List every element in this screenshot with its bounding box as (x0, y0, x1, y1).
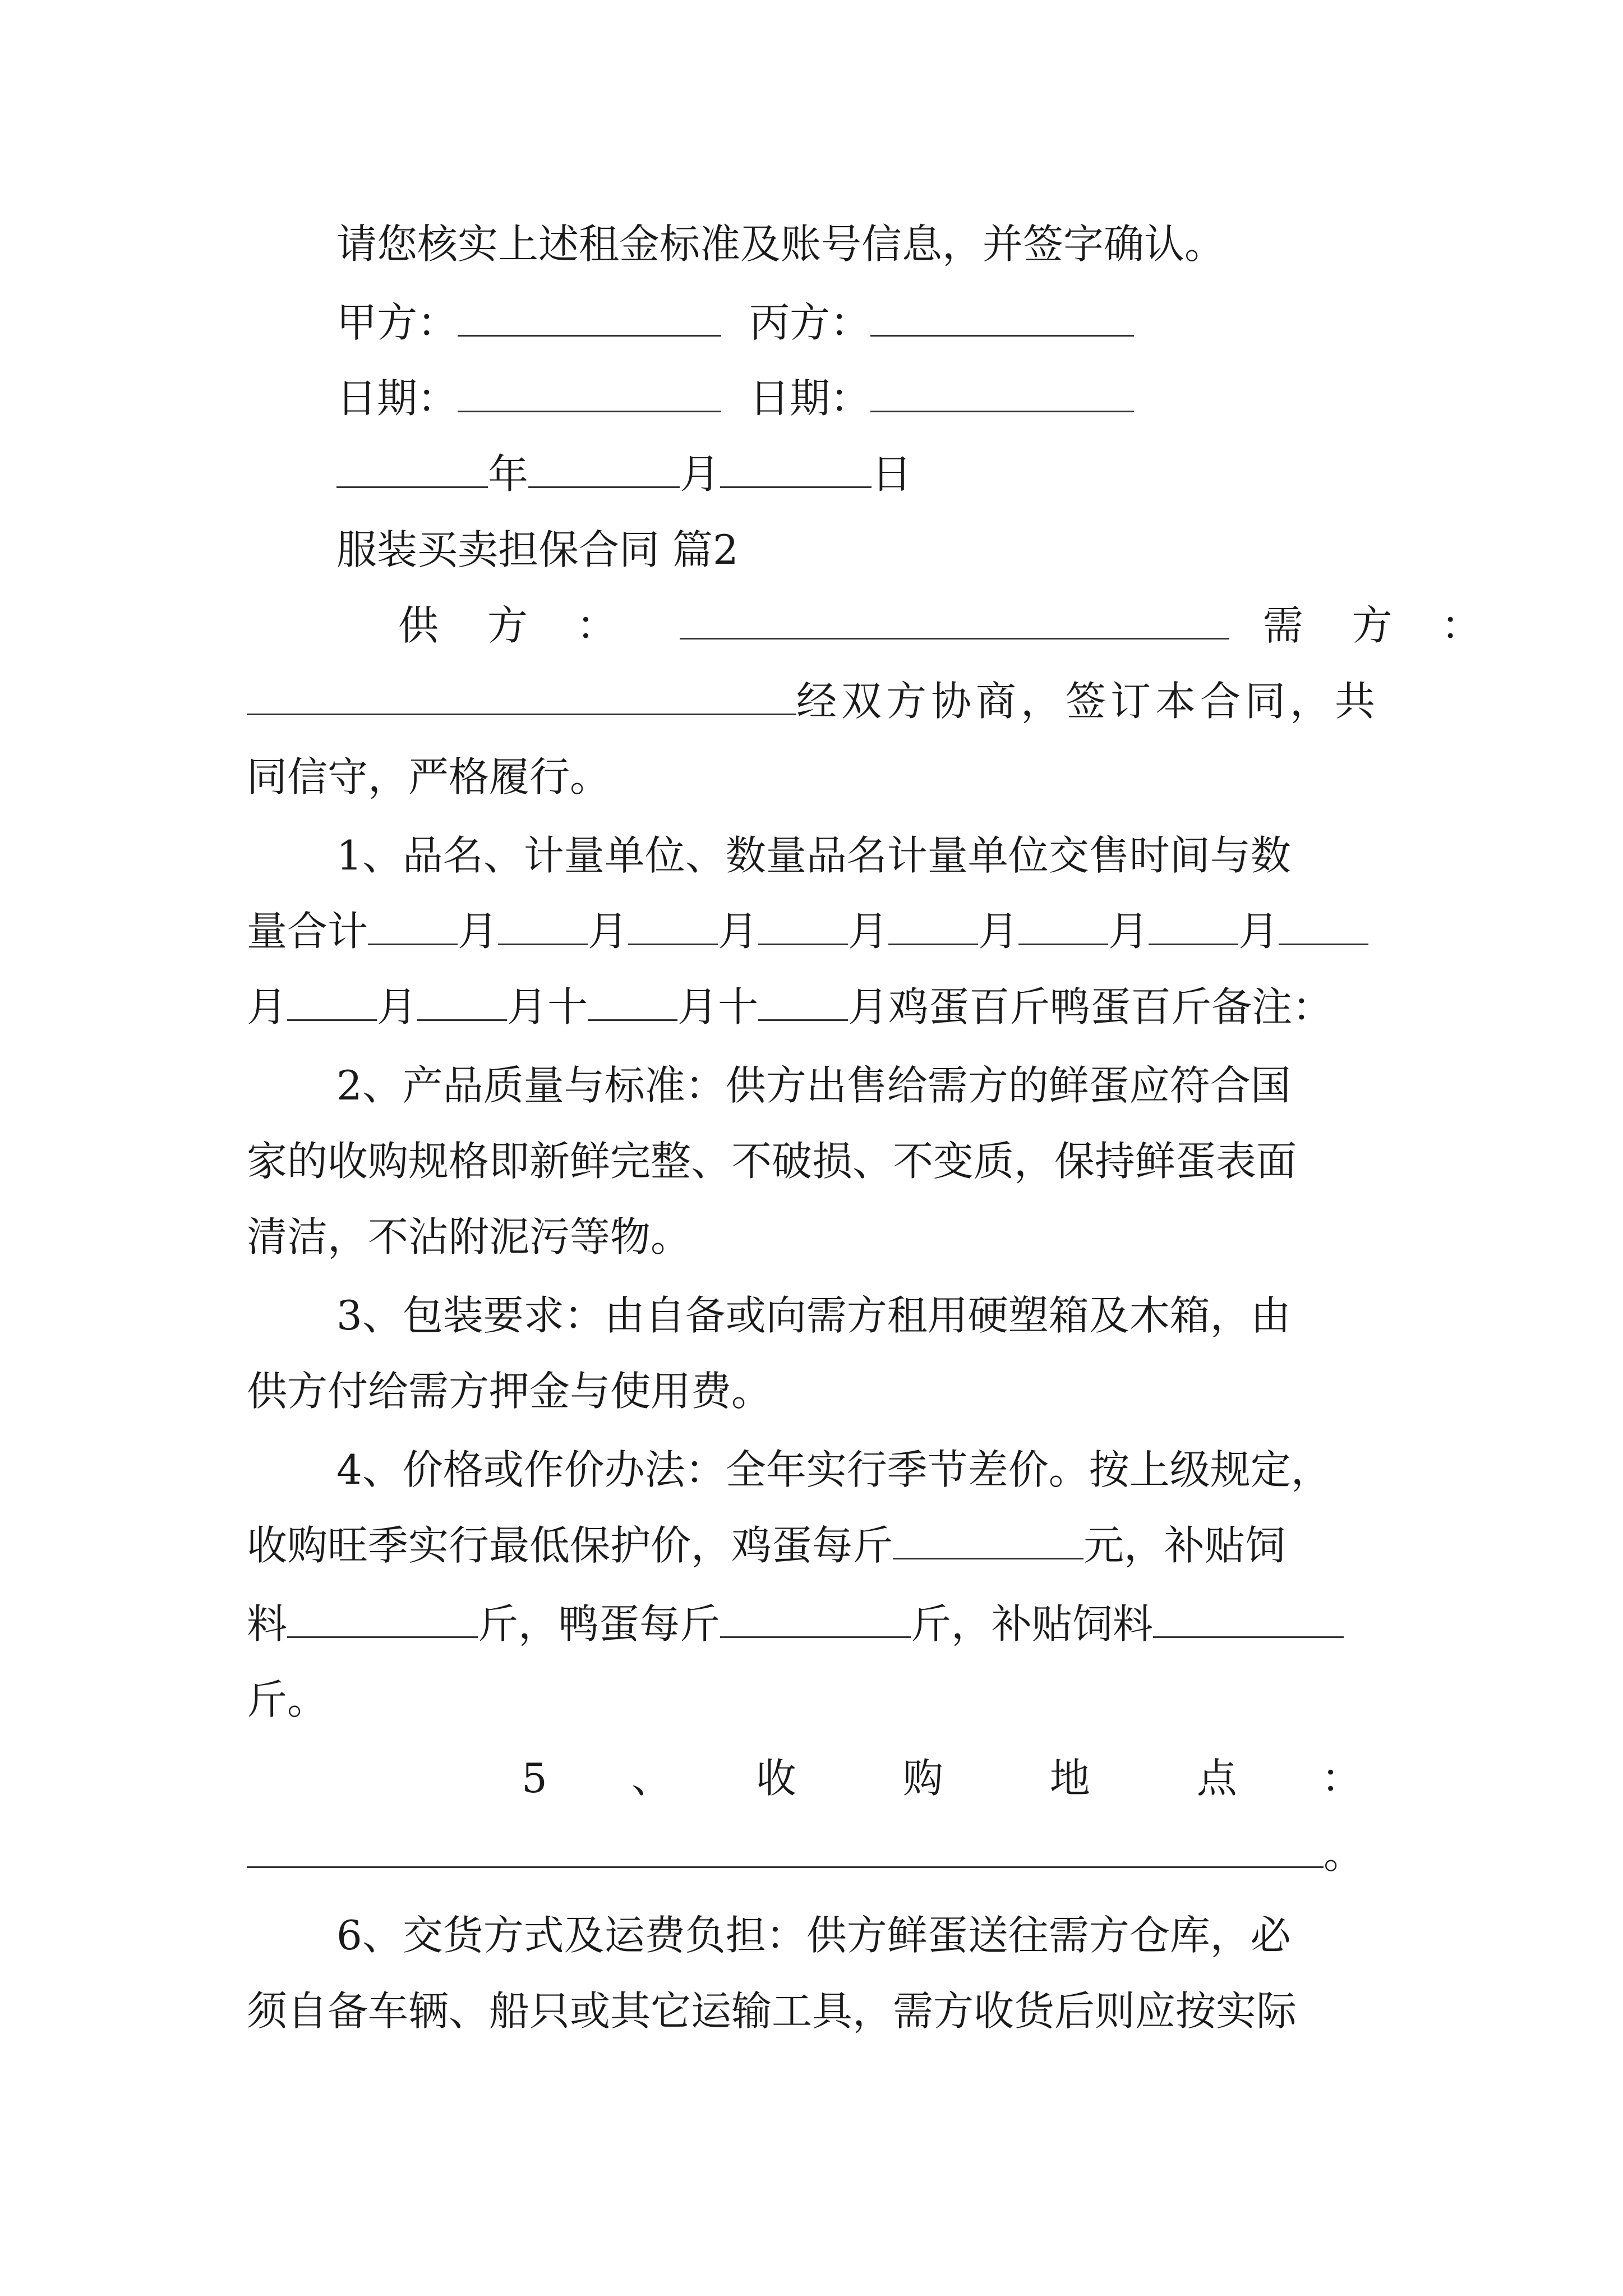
clause-4-line-2 (247, 1517, 1285, 1573)
party-c-label: 丙方： (749, 299, 871, 346)
purchase-location-blank[interactable] (247, 1827, 1324, 1868)
c5-word: 收 (755, 1755, 796, 1802)
feed-subsidy-blank-1[interactable] (287, 1597, 478, 1638)
intro-line-2: 同信守，严格履行。 (247, 753, 611, 800)
c5-end: 。 (1324, 1830, 1364, 1878)
clause-4-line-4: 斤。 (247, 1676, 328, 1723)
c1-month: 月 (718, 908, 759, 955)
intro-line-1 (247, 673, 1380, 729)
feed-subsidy-blank-2[interactable] (1153, 1597, 1344, 1638)
clause-2-line-1: 2、产品质量与标准：供方出售给需方的鲜蛋应符合国 (336, 1062, 1291, 1109)
clause-3-line-2: 供方付给需方押金与使用费。 (247, 1368, 772, 1415)
clause-6-line-2: 须自备车辆、船只或其它运输工具，需方收货后则应按实际 (247, 1987, 1297, 2035)
c5-word: 购 (902, 1755, 943, 1802)
clause-4-line-3 (247, 1596, 1344, 1652)
c4-line2-b: 元，补贴饲 (1083, 1522, 1286, 1569)
duck-egg-price-blank[interactable] (720, 1597, 911, 1638)
supplier-label: 供 方 ： (398, 602, 635, 649)
party-signature-row (336, 295, 1134, 351)
c1-month: 月 (507, 983, 548, 1030)
c1-month: 月 (978, 908, 1019, 955)
supplier-blank[interactable] (680, 599, 1229, 639)
c1-blank[interactable] (588, 980, 677, 1021)
year-label: 年 (488, 450, 529, 498)
c1-ten: 十 (547, 983, 588, 1030)
buyer-blank[interactable] (247, 674, 796, 715)
date-label-2: 日期： (749, 375, 871, 422)
c5-word: 地 (1049, 1755, 1090, 1802)
intro-tail: 经双方协商，签订本合同，共 (796, 678, 1380, 725)
date-blank-1[interactable] (458, 371, 721, 412)
c1-total-label: 量合计 (247, 908, 368, 955)
c1-blank[interactable] (758, 980, 848, 1021)
c4-line3-c: 斤，补贴饲料 (911, 1600, 1154, 1648)
egg-price-blank[interactable] (893, 1519, 1083, 1559)
day-blank[interactable] (720, 447, 872, 488)
c4-line3-b: 斤，鸭蛋每斤 (478, 1600, 721, 1648)
c1-month: 月 (377, 983, 418, 1030)
c1-month: 月 (458, 908, 499, 955)
buyer-label: 需 方 ： (1262, 602, 1500, 649)
clause-2-line-2: 家的收购规格即新鲜完整、不破损、不变质，保持鲜蛋表面 (247, 1138, 1297, 1185)
clause-3-line-1: 3、包装要求：由自备或向需方租用硬塑箱及木箱，由 (336, 1292, 1291, 1339)
clause-5-line-2 (247, 1826, 1364, 1882)
section-title: 服装买卖担保合同 篇2 (336, 526, 739, 573)
c1-ten: 十 (718, 983, 759, 1030)
month-blank[interactable] (528, 447, 680, 488)
c1-blank[interactable] (1149, 904, 1238, 945)
c5-sep: 、 (631, 1755, 672, 1802)
clause-2-line-3: 清洁，不沾附泥污等物。 (247, 1213, 691, 1260)
c1-line3-tail: 月鸡蛋百斤鸭蛋百斤备注： (848, 983, 1333, 1030)
party-a-blank[interactable] (458, 296, 721, 337)
c1-blank[interactable] (1279, 904, 1368, 945)
c5-word: 点 (1196, 1755, 1237, 1802)
date-label-1: 日期： (336, 375, 458, 422)
confirm-line: 请您核实上述租金标准及账号信息，并签字确认。 (336, 220, 1225, 268)
day-label: 日 (872, 450, 912, 498)
c1-month: 月 (1238, 908, 1279, 955)
c1-blank[interactable] (368, 904, 458, 945)
clause-1-line-1: 1、品名、计量单位、数量品名计量单位交售时间与数 (336, 832, 1291, 879)
c1-month: 月 (588, 908, 629, 955)
c1-blank[interactable] (628, 904, 718, 945)
clause-1-line-3 (247, 979, 1332, 1035)
c4-line2-a: 收购旺季实行最低保护价，鸡蛋每斤 (247, 1522, 893, 1569)
ymd-row (336, 446, 912, 502)
c1-month: 月 (677, 983, 718, 1030)
clause-5-heading (522, 1750, 1362, 1806)
clause-6-line-1: 6、交货方式及运费负担：供方鲜蛋送往需方仓库，必 (336, 1912, 1291, 1959)
date-blank-2[interactable] (870, 371, 1134, 412)
c1-blank[interactable] (498, 904, 588, 945)
c1-month: 月 (848, 908, 889, 955)
c1-blank[interactable] (758, 904, 848, 945)
c1-blank[interactable] (1018, 904, 1108, 945)
c1-blank[interactable] (417, 980, 507, 1021)
c1-month: 月 (247, 983, 288, 1030)
supplier-buyer-row (398, 597, 1500, 654)
month-label: 月 (680, 450, 721, 498)
c5-colon: ： (1321, 1755, 1362, 1802)
c1-month: 月 (1108, 908, 1149, 955)
c4-line3-a: 料 (247, 1600, 288, 1648)
party-c-blank[interactable] (870, 296, 1134, 337)
date-signature-row (336, 370, 1134, 426)
c1-blank[interactable] (287, 980, 377, 1021)
c1-blank[interactable] (888, 904, 978, 945)
c5-num: 5 (522, 1755, 547, 1802)
year-blank[interactable] (336, 447, 488, 488)
clause-1-line-2 (247, 903, 1368, 959)
party-a-label: 甲方： (336, 299, 458, 346)
clause-4-line-1: 4、价格或作价办法：全年实行季节差价。按上级规定， (336, 1446, 1331, 1493)
